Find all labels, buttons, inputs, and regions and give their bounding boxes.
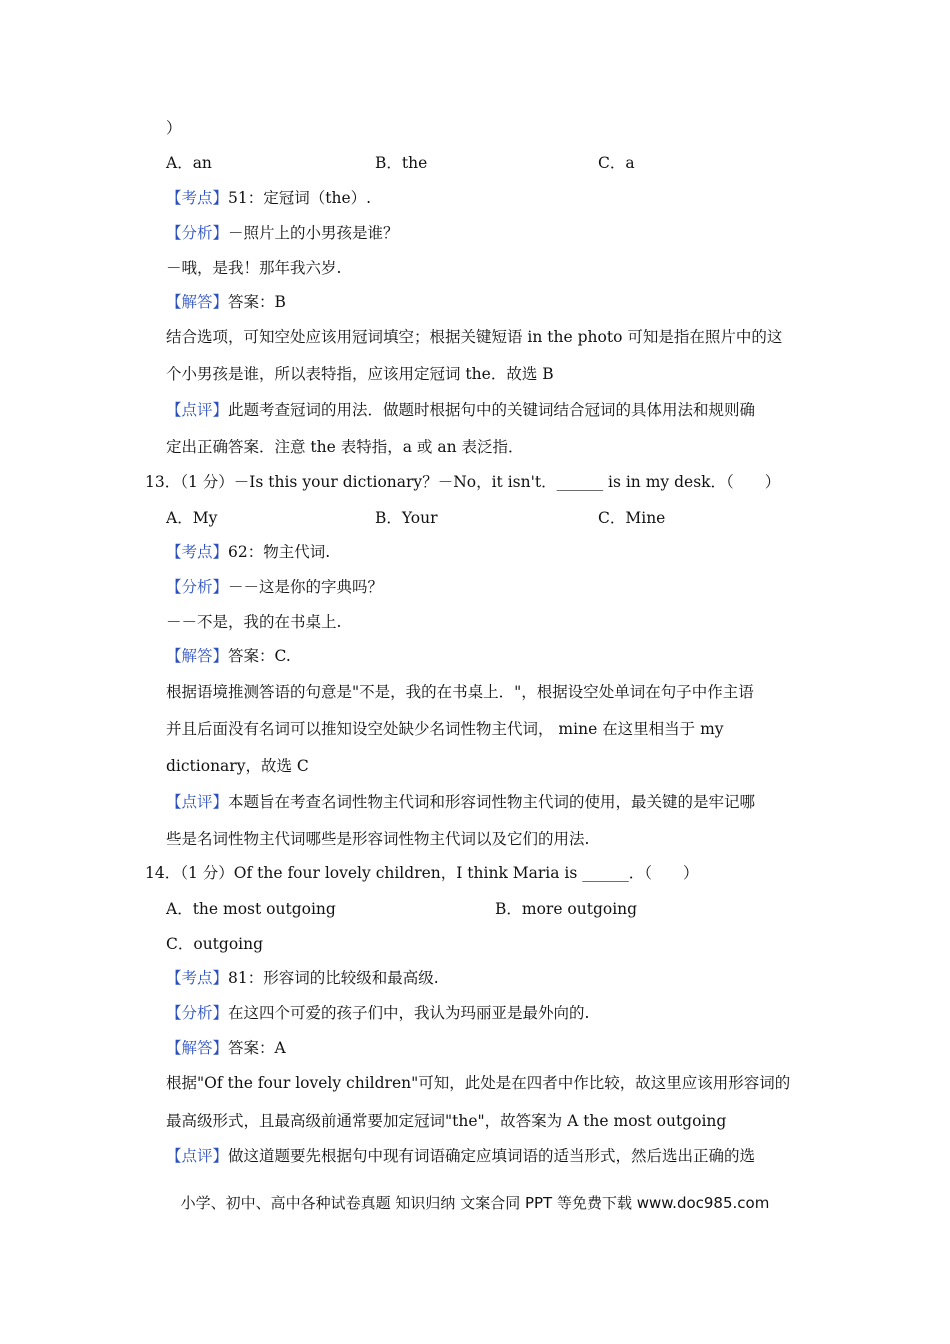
question-13-stem: 13．（1 分）－Is this your dictionary？－No，it isn't．______ is in my desk．（ ）: [145, 473, 781, 491]
fenxi-text: －照片上的小男孩是谁？: [228, 224, 399, 242]
fenxi-label: 【分析】: [166, 578, 229, 596]
dianping-text: 做这道题要先根据句中现有词语确定应填词语的适当形式，然后选出正确的选: [228, 1147, 756, 1165]
page-footer: 小学、初中、高中各种试卷真题 知识归纳 文案合同 PPT 等免费下载 www.doc985.com: [180, 1194, 770, 1212]
jieda-line: [166, 1038, 286, 1058]
fenxi-line: [166, 1003, 589, 1023]
kaodian-label: 【考点】: [166, 189, 229, 207]
fenxi-label: 【分析】: [166, 224, 229, 242]
option-c: C．outgoing: [166, 935, 264, 953]
dianping-line: [166, 400, 755, 420]
answer-body-1: 结合选项，可知空处应该用冠词填空；根据关键短语 in the photo 可知是指在照片中的这: [166, 328, 783, 346]
kaodian-line: [166, 542, 330, 562]
jieda-text: 答案：B: [228, 293, 286, 311]
answer-body-2: 个小男孩是谁，所以表特指，应该用定冠词 the．故选 B: [166, 365, 554, 383]
jieda-line: [166, 646, 291, 666]
answer-body-1: 根据语境推测答语的句意是"不是，我的在书桌上．"，根据设空处单词在句子中作主语: [166, 683, 754, 701]
jieda-label: 【解答】: [166, 1039, 229, 1057]
option-a: A．an: [166, 154, 212, 172]
option-b: B．the: [375, 154, 428, 172]
dianping-text-2: 定出正确答案．注意 the 表特指，a 或 an 表泛指．: [166, 438, 524, 456]
jieda-line: [166, 292, 286, 312]
dianping-text: 此题考查冠词的用法．做题时根据句中的关键词结合冠词的具体用法和规则确: [228, 401, 756, 419]
option-a: A．My: [166, 509, 218, 527]
jieda-text: 答案：A: [228, 1039, 286, 1057]
question-14-stem: 14．（1 分）Of the four lovely children，I think Maria is ______．（ ）: [145, 864, 699, 882]
kaodian-line: [166, 188, 371, 208]
option-a: A．the most outgoing: [166, 900, 336, 918]
fenxi-text-2: －－不是，我的在书桌上.: [166, 613, 342, 631]
jieda-text: 答案：C.: [228, 647, 291, 665]
jieda-label: 【解答】: [166, 293, 229, 311]
kaodian-line: [166, 968, 439, 988]
kaodian-text: 62：物主代词.: [228, 543, 331, 561]
kaodian-text: 81：形容词的比较级和最高级.: [228, 969, 439, 987]
paren-close: ）: [166, 119, 182, 137]
dianping-text-2: 些是名词性物主代词哪些是形容词性物主代词以及它们的用法.: [166, 830, 590, 848]
option-c: C．Mine: [598, 509, 666, 527]
answer-body-2: 最高级形式，且最高级前通常要加定冠词"the"，故答案为 A the most outgoing: [166, 1112, 727, 1130]
fenxi-text: 在这四个可爱的孩子们中，我认为玛丽亚是最外向的.: [228, 1004, 590, 1022]
fenxi-text-2: －哦，是我！那年我六岁.: [166, 259, 342, 277]
kaodian-label: 【考点】: [166, 969, 229, 987]
fenxi-label: 【分析】: [166, 1004, 229, 1022]
answer-body-1: 根据"Of the four lovely children"可知，此处是在四者中作比较，故这里应该用形容词的: [166, 1074, 791, 1092]
kaodian-text: 51：定冠词（the）.: [228, 189, 372, 207]
dianping-label: 【点评】: [166, 401, 229, 419]
option-b: B．Your: [375, 509, 438, 527]
dianping-line: [166, 1146, 755, 1166]
jieda-label: 【解答】: [166, 647, 229, 665]
answer-body-3: dictionary，故选 C: [166, 757, 309, 775]
answer-body-2: 并且后面没有名词可以推知设空处缺少名词性物主代词， mine 在这里相当于 my: [166, 720, 724, 738]
dianping-text: 本题旨在考查名词性物主代词和形容词性物主代词的使用，最关键的是牢记哪: [228, 793, 756, 811]
fenxi-line: [166, 223, 399, 243]
dianping-label: 【点评】: [166, 793, 229, 811]
fenxi-text: －－这是你的字典吗？: [228, 578, 384, 596]
option-b: B．more outgoing: [495, 900, 638, 918]
dianping-line: [166, 792, 755, 812]
dianping-label: 【点评】: [166, 1147, 229, 1165]
option-c: C．a: [598, 154, 635, 172]
kaodian-label: 【考点】: [166, 543, 229, 561]
fenxi-line: [166, 577, 383, 597]
